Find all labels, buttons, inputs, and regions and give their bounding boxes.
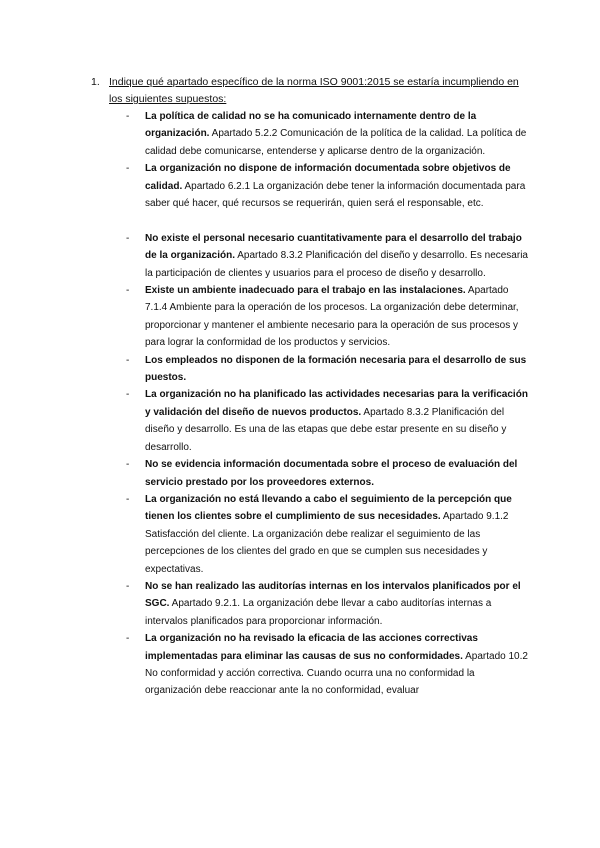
bullet-dash: -: [126, 232, 130, 244]
bullet-dash: -: [126, 111, 130, 122]
bullet-dash: -: [126, 459, 130, 471]
item-statement: La organización no ha planificado las actividades necesarias para la verificación y validación del diseño de nuevos productos.: [145, 389, 528, 418]
item-statement: No se evidencia información documentada sobre el proceso de evaluación del servicio prestado por los proveedores externos.: [145, 459, 518, 488]
list-item: [124, 578, 529, 630]
item-statement: La organización no ha revisado la eficacia de las acciones correctivas implementadas para eliminar las causas de sus no conformidades.: [145, 633, 478, 662]
bullet-dash: -: [126, 285, 130, 297]
item-answer: Apartado 8.3.2 Planificación del diseño y desarrollo. Es necesaria la participación de clientes y usuarios para el proceso de diseño y desarrollo.: [145, 250, 528, 279]
bullet-dash: -: [126, 163, 130, 175]
item-statement: No existe el personal necesario cuantitativamente para el desarrollo del trabajo de la organización.: [145, 232, 522, 262]
item-statement: La organización no está llevando a cabo el seguimiento de la percepción que tienen los clientes sobre el cumplimiento de sus necesidades.: [145, 493, 512, 523]
bullet-dash: -: [126, 633, 130, 645]
item-answer: Apartado 8.3.2 Planificación del diseño y desarrollo. Es una de las etapas que debe estar presente en su diseño y desarrollo.: [145, 406, 507, 453]
list-item: [124, 160, 529, 212]
list-item: [124, 352, 529, 387]
item-statement: La organización no dispone de información documentada sobre objetivos de calidad.: [145, 163, 511, 192]
question-text: Indique qué apartado específico de la norma ISO 9001:2015 se estaría incumpliendo en los siguientes supuestos:: [109, 76, 519, 105]
list-item: [124, 456, 529, 491]
item-statement: No se han realizado las auditorías internas en los intervalos planificados por el SGC.: [145, 580, 521, 610]
item-statement: Existe un ambiente inadecuado para el trabajo en las instalaciones.: [145, 285, 466, 297]
item-answer: Apartado 9.1.2 Satisfacción del cliente. La organización debe realizar el seguimiento de las percepciones de los clientes del grado en que se cumplen sus necesidades y expectativas.: [145, 511, 509, 575]
item-statement: La política de calidad no se ha comunicado internamente dentro de la organización.: [145, 111, 477, 140]
question-number: 1.: [91, 76, 100, 88]
list-item: [124, 230, 529, 282]
list-item: [124, 630, 529, 700]
bullet-dash: -: [126, 389, 130, 401]
item-statement: Los empleados no disponen de la formación necesaria para el desarrollo de sus puestos.: [145, 354, 527, 384]
item-answer: Apartado 7.1.4 Ambiente para la operación de los procesos. La organización debe determinar, proporcionar y mantener el ambiente necesario para la operación de sus procesos y para lograr la conformidad de los productos y servicios.: [145, 285, 519, 349]
list-item: [124, 491, 529, 578]
bullet-dash: -: [126, 493, 130, 505]
list-item: [124, 282, 529, 352]
item-answer: Apartado 6.2.1 La organización debe tener la información documentada para saber qué hacer, qué recursos se requerirán, quien será el responsable, etc.: [145, 180, 526, 210]
item-answer: Apartado 9.2.1. La organización debe llevar a cabo auditorías internas a intervalos planificados para proporcionar información.: [145, 598, 492, 627]
answer-list: [124, 108, 529, 700]
bullet-dash: -: [126, 580, 130, 592]
list-item: [124, 108, 529, 160]
item-answer: Apartado 10.2 No conformidad y acción correctiva. Cuando ocurra una no conformidad la organización debe reaccionar ante la no conformidad, evaluar: [145, 650, 528, 697]
item-answer: Apartado 5.2.2 Comunicación de la política de la calidad. La política de calidad debe comunicarse, entenderse y aplicarse dentro de la organización.: [145, 128, 527, 157]
bullet-dash: -: [126, 354, 130, 366]
list-item: [124, 386, 529, 456]
